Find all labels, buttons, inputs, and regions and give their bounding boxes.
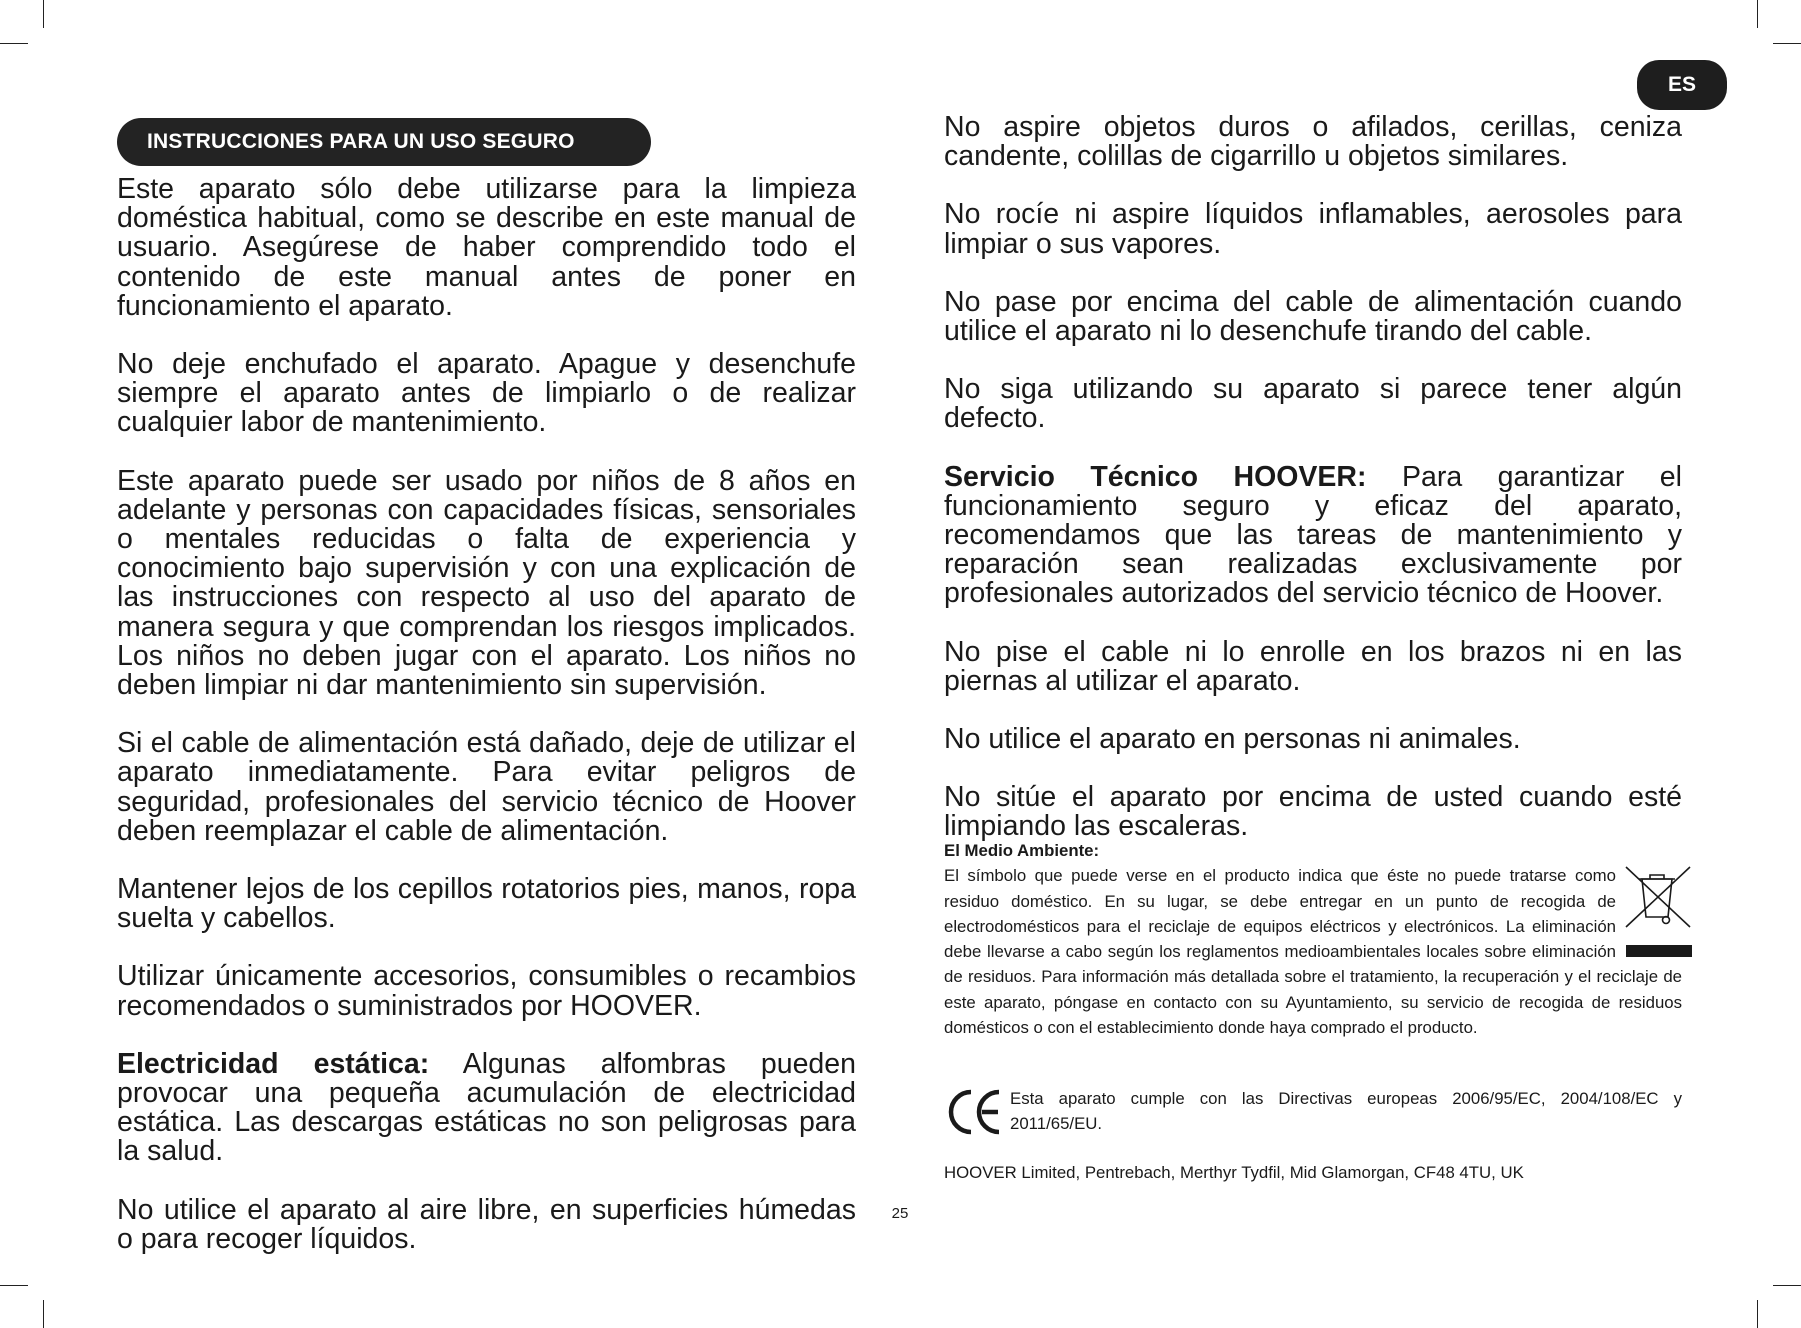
paragraph: No deje enchufado el aparato. Apague y desenchufe siempre el aparato antes de limpiarlo o de realizar cualquier labor de mantenimiento. xyxy=(117,348,856,439)
crossed-out-wheelie-bin-icon xyxy=(1624,865,1694,961)
ce-mark-icon xyxy=(944,1086,1006,1138)
left-column xyxy=(117,175,856,1254)
language-badge: ES xyxy=(1637,60,1727,110)
section-title: INSTRUCCIONES PARA UN USO SEGURO xyxy=(117,118,651,166)
crop-mark xyxy=(0,1285,28,1286)
paragraph: No pise el cable ni lo enrolle en los brazos ni en las piernas al utilizar el aparato. xyxy=(944,635,1682,697)
compliance-row xyxy=(944,1086,1682,1138)
paragraph: Este aparato sólo debe utilizarse para la limpieza doméstica habitual, como se describe en este manual de usuario. Asegúrese de haber comprendido todo el contenido de este manual antes de poner en funcionamiento el aparato. xyxy=(117,173,856,322)
paragraph-text: Para garantizar el funcionamiento seguro y eficaz del aparato, recomendamos que las tareas de mantenimiento y reparación sean realizadas exclusivamente por profesionales autorizados del servicio técnico de Hoover. xyxy=(944,460,1682,610)
paragraph-lead: Servicio Técnico HOOVER: xyxy=(944,460,1367,493)
page-number: 25 xyxy=(891,1205,909,1222)
crop-mark xyxy=(43,1300,44,1328)
paragraph: No rocíe ni aspire líquidos inflamables, aerosoles para limpiar o sus vapores. xyxy=(944,198,1682,260)
paragraph: Este aparato puede ser usado por niños de 8 años en adelante y personas con capacidades físicas, sensoriales o mentales reducidas o falta de experiencia y conocimiento bajo supervisión y con una explicación de las instrucciones con respecto al uso del aparato de manera segura y que comprendan los riesgos implicados. Los niños no deben jugar con el aparato. Los niños no deben limpiar ni dar mantenimiento sin supervisión. xyxy=(117,464,856,702)
compliance-text: Esta aparato cumple con las Directivas europeas 2006/95/EC, 2004/108/EC y 2011/65/EU. xyxy=(1010,1089,1682,1133)
paragraph: Si el cable de alimentación está dañado, deje de utilizar el aparato inmediatamente. Para evitar peligros de seguridad, profesionales del servicio técnico de Hoover deben reemplazar el cable de alimentación. xyxy=(117,727,856,847)
crop-mark xyxy=(1773,43,1801,44)
paragraph: No pase por encima del cable de alimentación cuando utilice el aparato ni lo desenchufe tirando del cable. xyxy=(944,285,1682,348)
paragraph: Utilizar únicamente accesorios, consumibles o recambios recomendados o suministrados por HOOVER. xyxy=(117,960,856,1022)
environment-text xyxy=(944,863,1682,1040)
paragraph-lead: Electricidad estática: xyxy=(117,1047,430,1080)
paragraph: No sitúe el aparato por encima de usted cuando esté limpiando las escaleras. xyxy=(944,781,1682,843)
manufacturer-address: HOOVER Limited, Pentrebach, Merthyr Tydfil, Mid Glamorgan, CF48 4TU, UK xyxy=(944,1163,1524,1182)
paragraph-text: Algunas alfombras pueden provocar una pequeña acumulación de electricidad estática. Las descargas estáticas no son peligrosas para la salud. xyxy=(117,1047,856,1168)
crop-mark xyxy=(1757,1300,1758,1328)
crop-mark xyxy=(1773,1285,1801,1286)
paragraph: No utilice el aparato al aire libre, en superficies húmedas o para recoger líquidos. xyxy=(117,1193,856,1255)
paragraph: Mantener lejos de los cepillos rotatorios pies, manos, ropa suelta y cabellos. xyxy=(117,873,856,935)
environment-title: El Medio Ambiente: xyxy=(944,841,1100,860)
crop-mark xyxy=(43,0,44,28)
environment-body: El símbolo que puede verse en el producto indica que éste no puede tratarse como residuo doméstico. En su lugar, se debe entregar en un punto de recogida de electrodomésticos para el reciclaje de equipos eléctricos y electrónicos. La eliminación debe llevarse a cabo según los reglamentos medioambientales locales sobre eliminación de residuos. Para información más detallada sobre el tratamiento, la recuperación y el reciclaje de este aparato, póngase en contacto con su Ayuntamiento, su servicio de recogida de residuos domésticos o con el establecimiento donde haya comprado el producto. xyxy=(944,866,1682,1038)
paragraph xyxy=(944,460,1682,610)
right-column xyxy=(944,113,1682,842)
crop-mark xyxy=(1757,0,1758,28)
paragraph: No siga utilizando su aparato si parece tener algún defecto. xyxy=(944,373,1682,435)
crop-mark xyxy=(0,43,28,44)
paragraph xyxy=(117,1047,856,1168)
paragraph: No aspire objetos duros o afilados, cerillas, ceniza candente, colillas de cigarrillo u objetos similares. xyxy=(944,111,1682,173)
environment-section xyxy=(944,838,1682,1040)
paragraph: No utilice el aparato en personas ni animales. xyxy=(944,723,1521,756)
